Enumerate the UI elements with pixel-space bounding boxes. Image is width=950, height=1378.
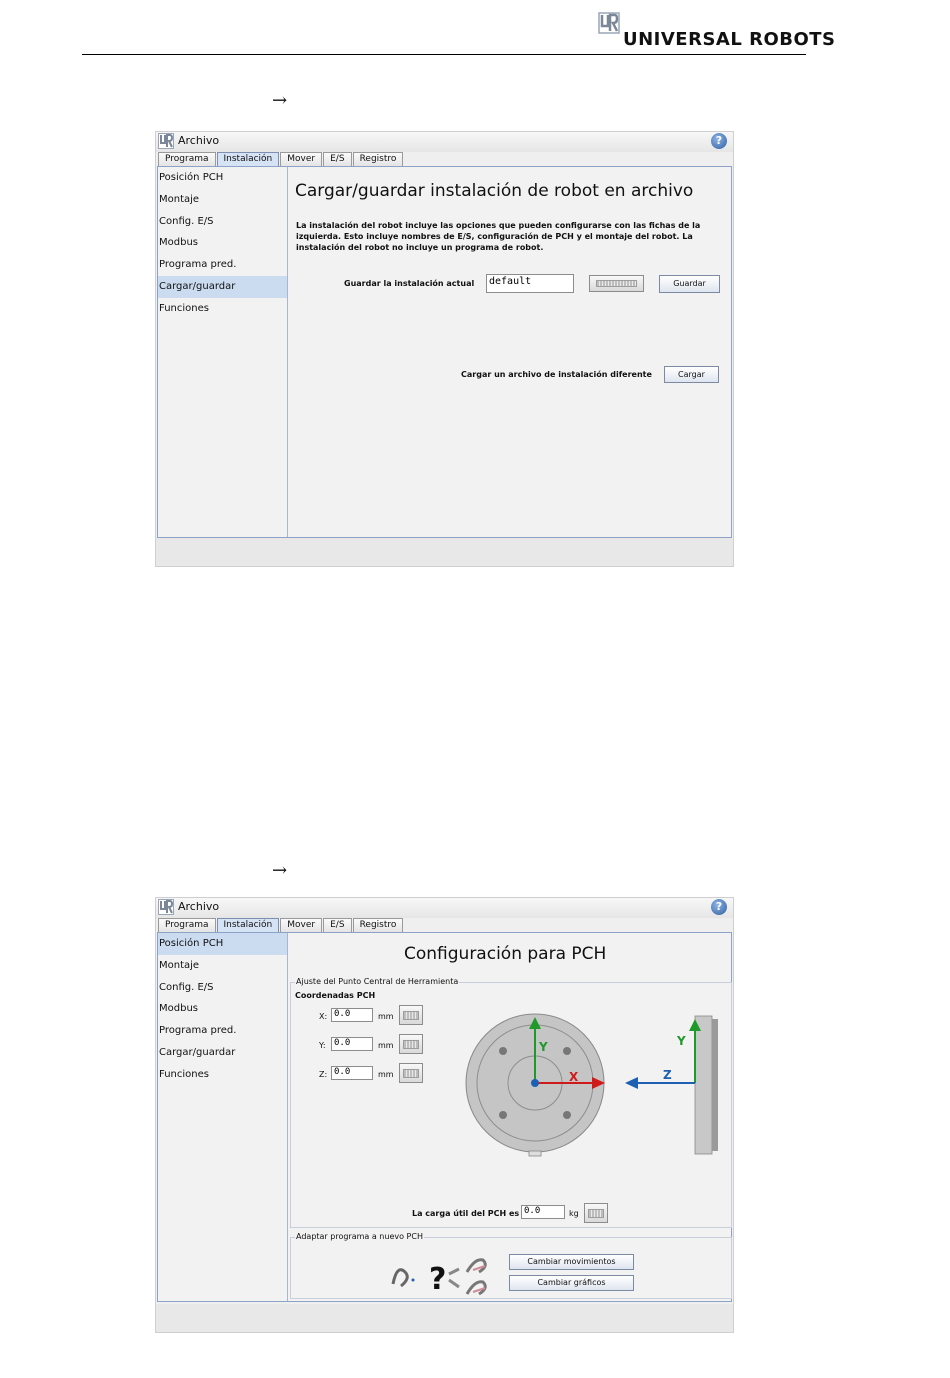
payload-keyboard-icon[interactable] (584, 1203, 608, 1223)
save-installation-label: Guardar la instalación actual (344, 279, 475, 288)
load-installation-label: Cargar un archivo de instalación diferente (461, 370, 652, 379)
payload-unit: kg (569, 1209, 579, 1218)
title-bar (156, 898, 733, 918)
title-bar (156, 132, 733, 152)
installation-name-input[interactable]: default (486, 274, 574, 293)
question-mark-icon: ? (429, 1262, 447, 1296)
tool-flange-side-view (621, 1013, 721, 1159)
sidebar-item-config-es[interactable]: Config. E/S (159, 981, 214, 993)
load-save-content (288, 167, 731, 537)
tab-bar (158, 152, 404, 166)
side-z-axis-label: Z (663, 1068, 672, 1082)
sidebar-item-funciones[interactable]: Funciones (159, 302, 209, 314)
sidebar-item-montaje[interactable]: Montaje (159, 959, 200, 971)
tcp-y-input[interactable]: 0.0 (331, 1037, 373, 1051)
sidebar-item-config-es[interactable]: Config. E/S (159, 215, 214, 227)
tcp-y-keyboard-icon[interactable] (399, 1034, 423, 1054)
brand-name: UNIVERSAL ROBOTS (623, 29, 836, 50)
screenshot-load-save-installation (155, 131, 734, 567)
load-button[interactable]: Cargar (664, 366, 719, 383)
page-title: Configuración para PCH (404, 944, 607, 964)
payload-label: La carga útil del PCH es (412, 1209, 520, 1218)
tcp-y-label: Y: (319, 1041, 326, 1050)
tcp-x-input[interactable]: 0.0 (331, 1008, 373, 1022)
installation-description: La instalación del robot incluye las opciones que pueden configurarse con las fichas de la izquierda. Esto incluye nombres de E/S, configuración de PCH y el montaje del robot. La instalación del robot no incluye un programa de robot. (296, 221, 701, 252)
tab-es[interactable]: E/S (323, 918, 351, 932)
installation-panel (157, 932, 732, 1302)
sidebar-item-programa-pred[interactable]: Programa pred. (159, 1025, 237, 1037)
ur-app-icon (158, 899, 174, 915)
front-x-axis-label: X (569, 1070, 579, 1084)
payload-input[interactable]: 0.0 (521, 1205, 565, 1219)
tcp-setup-group (290, 977, 732, 1228)
tab-instalacion[interactable]: Instalación (217, 152, 280, 166)
keyboard-icon[interactable] (589, 275, 644, 292)
tab-bar (158, 918, 404, 932)
tab-instalacion[interactable]: Instalación (217, 918, 280, 932)
universal-robots-logo (598, 12, 836, 52)
tab-programa[interactable]: Programa (158, 918, 216, 932)
tcp-x-unit: mm (378, 1012, 394, 1021)
help-icon[interactable]: ? (711, 899, 727, 915)
tab-es[interactable]: E/S (323, 152, 351, 166)
sidebar-item-modbus[interactable]: Modbus (159, 1003, 198, 1015)
screenshot-tcp-configuration (155, 897, 734, 1333)
tab-mover[interactable]: Mover (280, 918, 322, 932)
file-menu[interactable]: Archivo (178, 134, 220, 147)
side-y-axis-label: Y (677, 1034, 686, 1048)
sidebar-item-funciones[interactable]: Funciones (159, 1068, 209, 1080)
tcp-content (288, 933, 731, 1301)
change-moves-button[interactable]: Cambiar movimientos (509, 1254, 634, 1270)
sidebar-item-posicion-pch[interactable]: Posición PCH (159, 172, 224, 183)
installation-sidebar (158, 167, 288, 537)
tab-registro[interactable]: Registro (353, 918, 404, 932)
change-graphics-button[interactable]: Cambiar gráficos (509, 1275, 634, 1291)
help-icon[interactable]: ? (711, 133, 727, 149)
sidebar-item-montaje[interactable]: Montaje (159, 193, 200, 205)
sidebar-item-cargar-guardar[interactable]: Cargar/guardar (159, 1046, 236, 1058)
tcp-coordinates-title: Coordenadas PCH (295, 991, 376, 1000)
sidebar-item-programa-pred[interactable]: Programa pred. (159, 259, 237, 271)
sidebar-item-cargar-guardar[interactable]: Cargar/guardar (158, 276, 287, 298)
status-bar (156, 538, 733, 566)
adapt-program-group-title: Adaptar programa a nuevo PCH (296, 1232, 423, 1241)
ur-logo-mark-icon (598, 12, 620, 34)
tool-flange-front-view (465, 1013, 607, 1159)
page-title: Cargar/guardar instalación de robot en archivo (295, 181, 694, 201)
menu-path-arrow: → (272, 90, 288, 111)
tcp-x-label: X: (319, 1012, 328, 1021)
ur-app-icon (158, 133, 174, 149)
adapt-program-illustration (389, 1254, 504, 1296)
tab-mover[interactable]: Mover (280, 152, 322, 166)
sidebar-item-posicion-pch[interactable]: Posición PCH (158, 933, 287, 955)
file-menu[interactable]: Archivo (178, 900, 220, 913)
front-y-axis-label: Y (539, 1040, 548, 1054)
save-button[interactable]: Guardar (659, 275, 720, 293)
adapt-program-group (290, 1232, 732, 1299)
sidebar-item-modbus[interactable]: Modbus (159, 237, 198, 249)
tcp-z-unit: mm (378, 1070, 394, 1079)
tcp-setup-group-title: Ajuste del Punto Central de Herramienta (296, 977, 459, 986)
tcp-z-label: Z: (319, 1070, 328, 1079)
tcp-x-keyboard-icon[interactable] (399, 1005, 423, 1025)
tcp-z-keyboard-icon[interactable] (399, 1063, 423, 1083)
installation-sidebar (158, 933, 288, 1301)
header-rule (82, 54, 806, 55)
tab-programa[interactable]: Programa (158, 152, 216, 166)
status-bar (156, 1304, 733, 1332)
menu-path-arrow-2: → (272, 860, 288, 881)
tcp-y-unit: mm (378, 1041, 394, 1050)
installation-panel (157, 166, 732, 538)
tab-registro[interactable]: Registro (353, 152, 404, 166)
tcp-z-input[interactable]: 0.0 (331, 1066, 373, 1080)
